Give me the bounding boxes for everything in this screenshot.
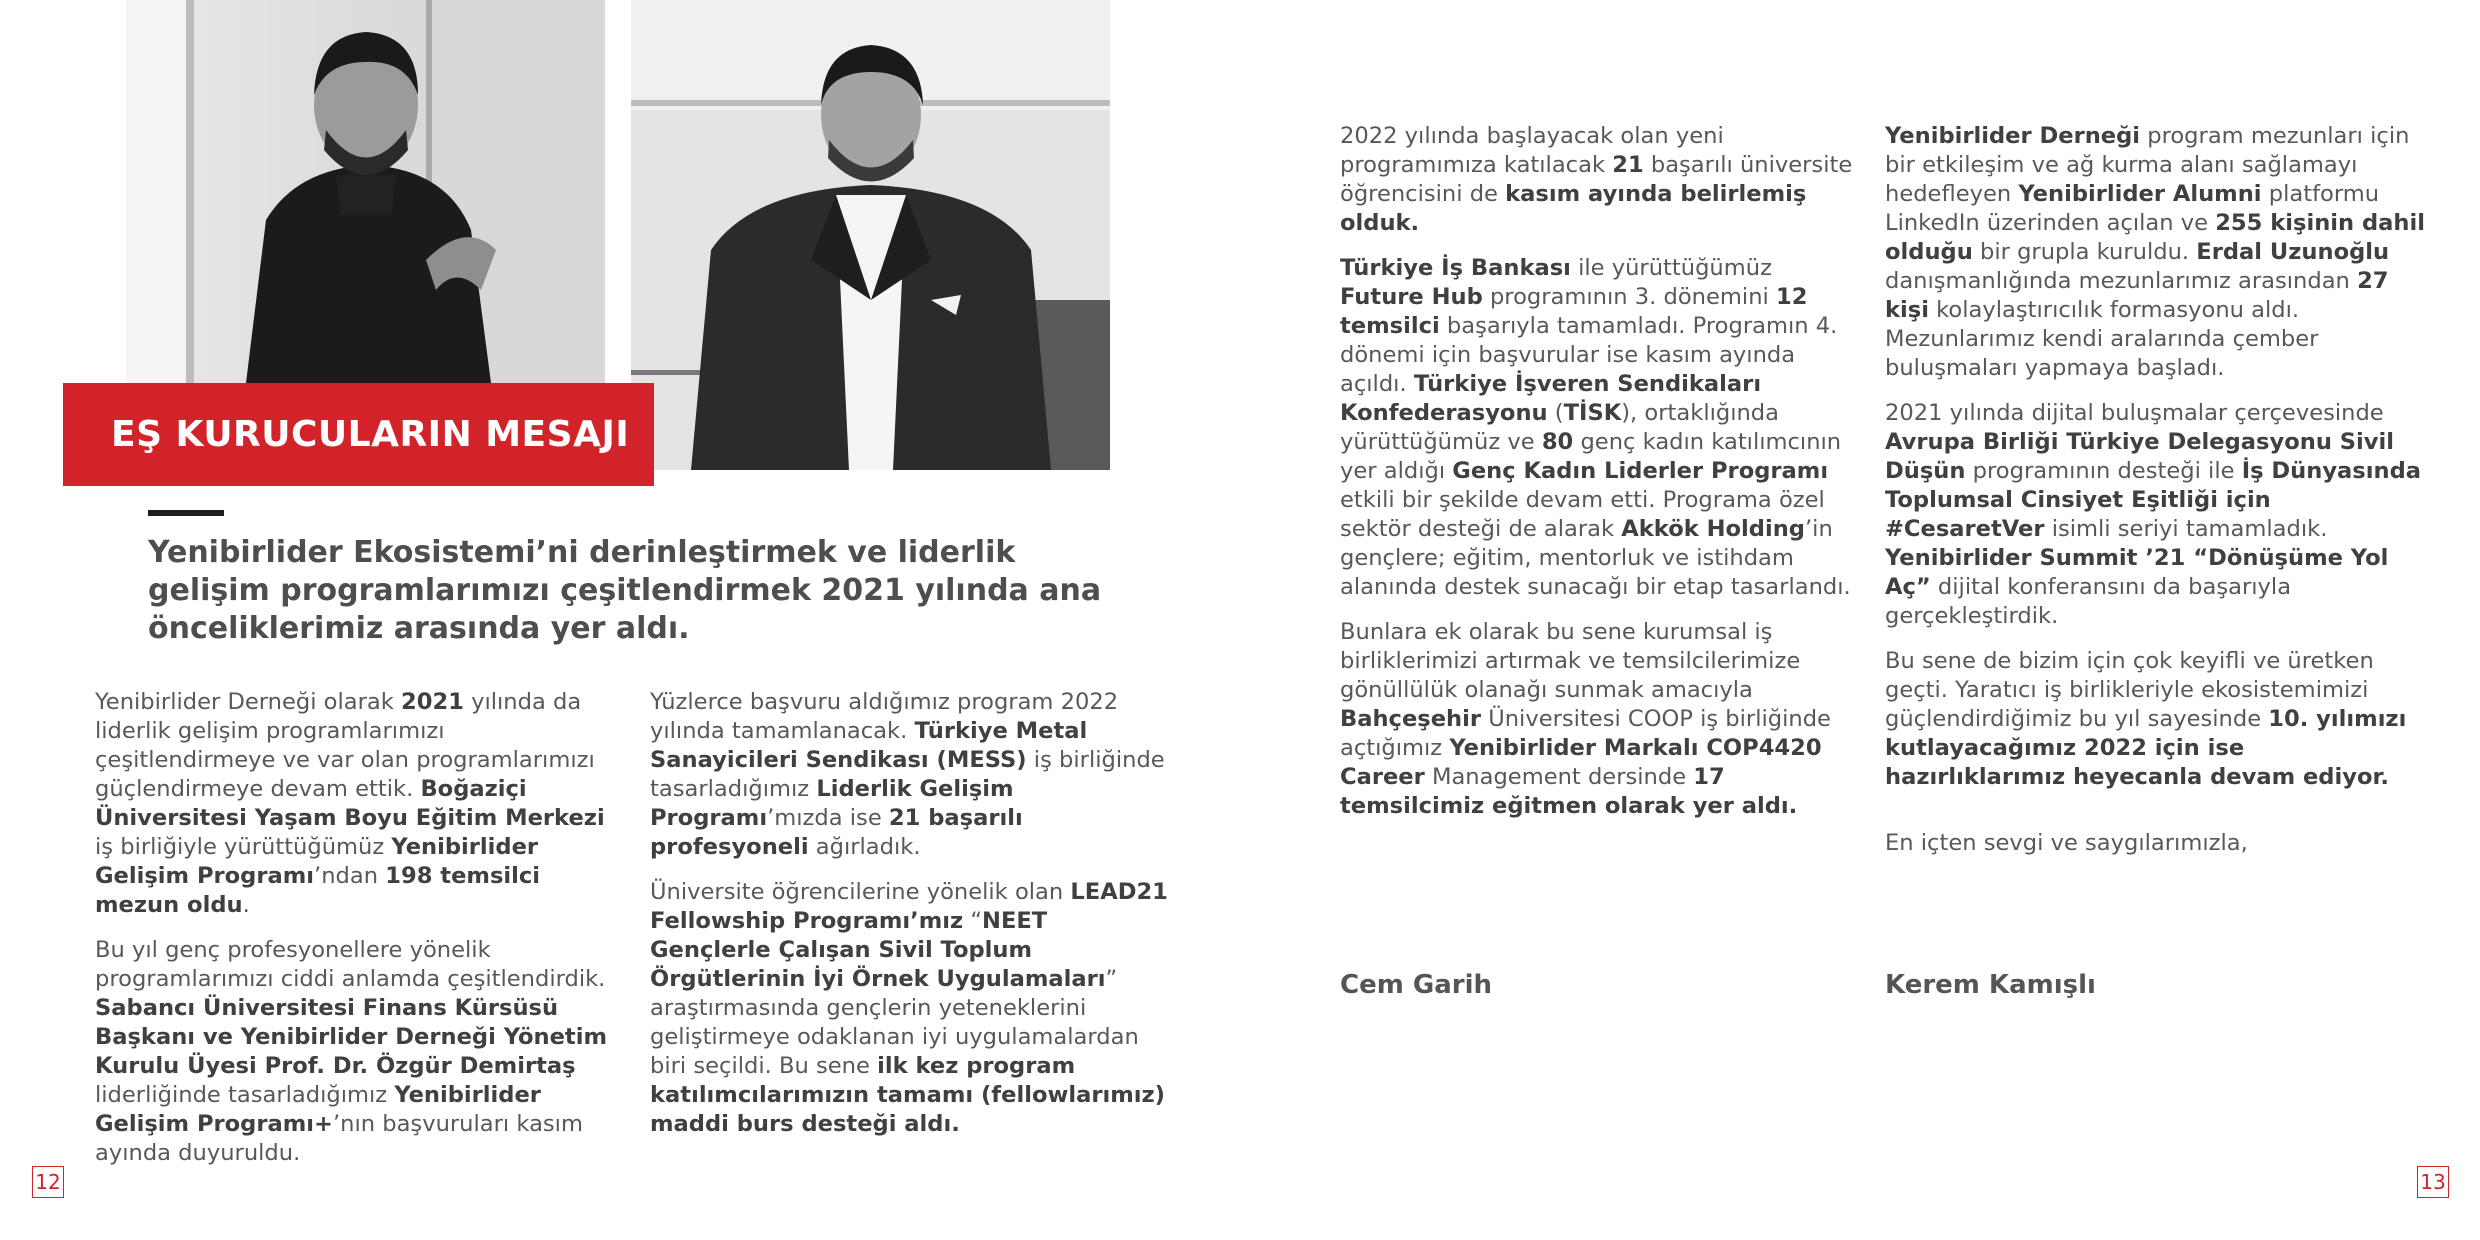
- emphasis: NEET Gençlerle Çalışan Sivil Toplum Örgütlerinin İyi Örnek Uygulamaları: [650, 908, 1106, 992]
- emphasis: Yenibirlider Summit ’21 “Dönüşüme Yol Aç”: [1885, 545, 2389, 600]
- emphasis: 17 temsilcimiz eğitmen olarak yer aldı.: [1340, 764, 1798, 819]
- emphasis: Türkiye İşveren Sendikaları Konfederasyonu: [1340, 371, 1762, 426]
- signature-name: Kerem Kamışlı: [1885, 970, 2096, 1000]
- emphasis: Türkiye Metal Sanayicileri Sendikası (MESS): [650, 718, 1088, 773]
- divider: [148, 510, 224, 516]
- emphasis: Future Hub: [1340, 284, 1483, 310]
- emphasis: Yenibirlider Alumni: [2018, 181, 2262, 207]
- emphasis: Sabancı Üniversitesi Finans Kürsüsü Başkanı ve Yenibirlider Derneği Yönetim Kurulu Üyesi Prof. Dr. Özgür Demirtaş: [95, 995, 608, 1079]
- text-column-4: [1885, 122, 2425, 808]
- emphasis: 21: [1612, 152, 1644, 178]
- emphasis: Türkiye İş Bankası: [1340, 255, 1571, 281]
- section-banner: [63, 383, 654, 486]
- paragraph: Üniversite öğrencilerine yönelik olan LEAD21 Fellowship Programı’mız “NEET Gençlerle Çalışan Sivil Toplum Örgütlerinin İyi Örnek Uygulamaları” araştırmasında gençlerin yeteneklerini geliştirmeye odaklanan iyi uygulamalardan biri seçildi. Bu sene ilk kez program katılımcılarımızın tamamı (fellowlarımız) maddi burs desteği aldı.: [650, 879, 1168, 1137]
- cofounder-photo-left: [126, 0, 605, 383]
- paragraph: 2021 yılında dijital buluşmalar çerçevesinde Avrupa Birliği Türkiye Delegasyonu Sivil Düşün programının desteği ile İş Dünyasında Toplumsal Cinsiyet Eşitliği için #CesaretVer isimli seriyi tamamladık. Yenibirlider Summit ’21 “Dönüşüme Yol Aç” dijital konferansını da başarıyla gerçekleştirdik.: [1885, 400, 2422, 629]
- emphasis: 21 başarılı profesyoneli: [650, 805, 1023, 860]
- emphasis: Avrupa Birliği Türkiye Delegasyonu Sivil Düşün: [1885, 429, 2395, 484]
- emphasis: 255 kişinin dahil olduğu: [1885, 210, 2425, 265]
- emphasis: Genç Kadın Liderler Programı: [1452, 458, 1829, 484]
- cofounder-photo-right: [631, 0, 1110, 470]
- page-number: 12: [32, 1166, 64, 1198]
- emphasis: kasım ayında belirlemiş olduk.: [1340, 181, 1807, 236]
- paragraph: Bu sene de bizim için çok keyifli ve üretken geçti. Yaratıcı iş birlikleriyle ekosistemimizi güçlendirdiğimiz bu yıl sayesinde 10. yılımızı kutlayacağımız 2022 için ise hazırlıklarımız heyecanla devam ediyor.: [1885, 648, 2407, 790]
- lead-paragraph: Yenibirlider Ekosistemi’ni derinleştirmek ve liderlik gelişim programlarımızı çeşitlendirmek 2021 yılında ana önceliklerimiz arasında yer aldı.: [148, 535, 1102, 646]
- text-column-2: [650, 688, 1170, 1155]
- closing-line: En içten sevgi ve saygılarımızla,: [1885, 830, 2248, 856]
- emphasis: Yenibirlider Gelişim Programı: [95, 834, 539, 889]
- emphasis: İş Dünyasında Toplumsal Cinsiyet Eşitliği için #CesaretVer: [1885, 458, 2422, 542]
- section-title: EŞ KURUCULARIN MESAJI: [111, 414, 630, 455]
- paragraph: Bunlara ek olarak bu sene kurumsal iş birliklerimizi artırmak ve temsilcilerimize gönüllülük olanağı sunmak amacıyla Bahçeşehir Üniversitesi COOP iş birliğinde açtığımız Yenibirlider Markalı COP4420 Career Management dersinde 17 temsilcimiz eğitmen olarak yer aldı.: [1340, 619, 1831, 819]
- emphasis: 10. yılımızı kutlayacağımız 2022 için ise hazırlıklarımız heyecanla devam ediyor.: [1885, 706, 2407, 790]
- paragraph: Bu yıl genç profesyonellere yönelik programlarımızı ciddi anlamda çeşitlendirdik. Sabancı Üniversitesi Finans Kürsüsü Başkanı ve Yenibirlider Derneği Yönetim Kurulu Üyesi Prof. Dr. Özgür Demirtaş liderliğinde tasarladığımız Yenibirlider Gelişim Programı+’nın başvuruları kasım ayında duyuruldu.: [95, 937, 608, 1166]
- emphasis: ilk kez program katılımcılarımızın tamamı (fellowlarımız) maddi burs desteği aldı.: [650, 1053, 1165, 1137]
- paragraph: Türkiye İş Bankası ile yürüttüğümüz Future Hub programının 3. dönemini 12 temsilci başarıyla tamamladı. Programın 4. dönemi için başvurular ise kasım ayında açıldı. Türkiye İşveren Sendikaları Konfederasyonu (TİSK), ortaklığında yürüttüğümüz ve 80 genç kadın katılımcının yer aldığı Genç Kadın Liderler Programı etkili bir şekilde devam etti. Programa özel sektör desteği de alarak Akkök Holding’in gençlere; eğitim, mentorluk ve istihdam alanında destek sunacağı bir etap tasarlandı.: [1340, 255, 1851, 600]
- emphasis: 198 temsilci mezun oldu: [95, 863, 541, 918]
- emphasis: Bahçeşehir: [1340, 706, 1482, 732]
- paragraph: Yüzlerce başvuru aldığımız program 2022 yılında tamamlanacak. Türkiye Metal Sanayicileri Sendikası (MESS) iş birliğinde tasarladığımız Liderlik Gelişim Programı’mızda ise 21 başarılı profesyoneli ağırladık.: [650, 689, 1165, 860]
- emphasis: Liderlik Gelişim Programı: [650, 776, 1014, 831]
- emphasis: Yenibirlider Derneği: [1885, 123, 2141, 149]
- emphasis: Akkök Holding: [1621, 516, 1805, 542]
- emphasis: 2021: [401, 689, 464, 715]
- emphasis: 80: [1541, 429, 1574, 455]
- emphasis: Yenibirlider Markalı COP4420 Career: [1340, 735, 1822, 790]
- emphasis: Boğaziçi Üniversitesi Yaşam Boyu Eğitim Merkezi: [95, 776, 605, 831]
- text-column-3: [1340, 122, 1860, 837]
- emphasis: Erdal Uzunoğlu: [2196, 239, 2390, 265]
- emphasis: Yenibirlider Gelişim Programı+: [95, 1082, 541, 1137]
- emphasis: 27 kişi: [1885, 268, 2389, 323]
- emphasis: TİSK: [1563, 400, 1622, 426]
- emphasis: 12 temsilci: [1340, 284, 1808, 339]
- paragraph: Yenibirlider Derneği program mezunları için bir etkileşim ve ağ kurma alanı sağlamayı hedefleyen Yenibirlider Alumni platformu LinkedIn üzerinden açılan ve 255 kişinin dahil olduğu bir grupla kuruldu. Erdal Uzunoğlu danışmanlığında mezunlarımız arasından 27 kişi kolaylaştırıcılık formasyonu aldı. Mezunlarımız kendi aralarında çember buluşmaları yapmaya başladı.: [1885, 123, 2425, 381]
- signature-name: Cem Garih: [1340, 970, 1492, 1000]
- text-column-1: [95, 688, 615, 1184]
- paragraph: 2022 yılında başlayacak olan yeni programımıza katılacak 21 başarılı üniversite öğrencisini de kasım ayında belirlemiş olduk.: [1340, 123, 1853, 236]
- paragraph: Yenibirlider Derneği olarak 2021 yılında da liderlik gelişim programlarımızı çeşitlendirmeye ve var olan programlarımızı güçlendirmeye devam ettik. Boğaziçi Üniversitesi Yaşam Boyu Eğitim Merkezi iş birliğiyle yürüttüğümüz Yenibirlider Gelişim Programı’ndan 198 temsilci mezun oldu.: [95, 689, 605, 918]
- page-number: 13: [2417, 1166, 2449, 1198]
- emphasis: LEAD21 Fellowship Programı’mız: [650, 879, 1168, 934]
